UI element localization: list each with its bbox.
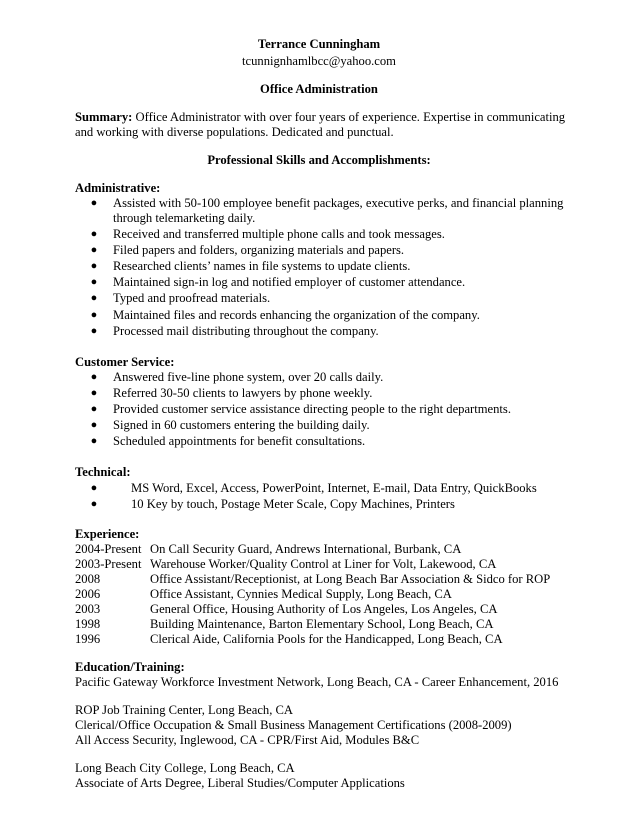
- customer-service-item: Referred 30-50 clients to lawyers by phone weekly.: [113, 386, 373, 400]
- experience-date: 2004-Present: [75, 542, 142, 556]
- experience-date: 2006: [75, 587, 101, 601]
- summary-line-2: and working with diverse populations. Dedicated and punctual.: [75, 125, 394, 139]
- experience-date: 1996: [75, 632, 101, 646]
- customer-service-item: Provided customer service assistance directing people to the right departments.: [113, 402, 511, 416]
- admin-item: Maintained files and records enhancing the organization of the company.: [113, 308, 480, 322]
- bullet-icon: ●: [90, 435, 98, 447]
- experience-heading: Experience:: [75, 527, 140, 541]
- education-line: All Access Security, Inglewood, CA - CPR/First Aid, Modules B&C: [75, 733, 420, 747]
- experience-desc: Clerical Aide, California Pools for the Handicapped, Long Beach, CA: [150, 632, 503, 646]
- skills-heading: Professional Skills and Accomplishments:: [207, 153, 431, 167]
- bullet-icon: ●: [90, 244, 98, 256]
- bullet-icon: ●: [90, 309, 98, 321]
- bullet-icon: ●: [90, 325, 98, 337]
- education-line: Clerical/Office Occupation & Small Business Management Certifications (2008-2009): [75, 718, 512, 732]
- bullet-icon: ●: [90, 292, 98, 304]
- education-line: Long Beach City College, Long Beach, CA: [75, 761, 295, 775]
- education-line: Pacific Gateway Workforce Investment Network, Long Beach, CA - Career Enhancement, 2016: [75, 675, 559, 689]
- bullet-icon: ●: [90, 419, 98, 431]
- technical-item: MS Word, Excel, Access, PowerPoint, Internet, E-mail, Data Entry, QuickBooks: [131, 481, 537, 495]
- admin-item: Received and transferred multiple phone calls and took messages.: [113, 227, 445, 241]
- admin-item: Filed papers and folders, organizing materials and papers.: [113, 243, 405, 257]
- experience-desc: Office Assistant/Receptionist, at Long Beach Bar Association & Sidco for ROP: [150, 572, 551, 586]
- experience-date: 2003: [75, 602, 101, 616]
- objective-title: Office Administration: [260, 82, 378, 96]
- admin-item: Processed mail distributing throughout the company.: [113, 324, 379, 338]
- admin-item: Maintained sign-in log and notified employer of customer attendance.: [113, 275, 466, 289]
- summary-label: Summary:: [75, 110, 133, 124]
- bullet-icon: ●: [90, 498, 98, 510]
- bullet-icon: ●: [90, 403, 98, 415]
- candidate-email: tcunnignhamlbcc@yahoo.com: [242, 54, 396, 68]
- bullet-icon: ●: [90, 276, 98, 288]
- experience-desc: Office Assistant, Cynnies Medical Supply, Long Beach, CA: [150, 587, 452, 601]
- administrative-heading: Administrative:: [75, 181, 161, 195]
- bullet-icon: ●: [90, 197, 98, 209]
- technical-item: 10 Key by touch, Postage Meter Scale, Copy Machines, Printers: [131, 497, 455, 511]
- bullet-icon: ●: [90, 228, 98, 240]
- bullet-icon: ●: [90, 371, 98, 383]
- education-line: Associate of Arts Degree, Liberal Studies/Computer Applications: [75, 776, 405, 790]
- experience-desc: On Call Security Guard, Andrews International, Burbank, CA: [150, 542, 462, 556]
- experience-date: 1998: [75, 617, 101, 631]
- customer-service-item: Answered five-line phone system, over 20 calls daily.: [113, 370, 384, 384]
- customer-service-item: Scheduled appointments for benefit consultations.: [113, 434, 366, 448]
- experience-desc: Building Maintenance, Barton Elementary School, Long Beach, CA: [150, 617, 494, 631]
- admin-item: Typed and proofread materials.: [113, 291, 271, 305]
- education-line: ROP Job Training Center, Long Beach, CA: [75, 703, 294, 717]
- bullet-icon: ●: [90, 387, 98, 399]
- experience-date: 2008: [75, 572, 101, 586]
- admin-item-continued: through telemarketing daily.: [113, 211, 256, 225]
- customer-service-item: Signed in 60 customers entering the building daily.: [113, 418, 370, 432]
- candidate-name: Terrance Cunningham: [257, 37, 381, 51]
- bullet-icon: ●: [90, 260, 98, 272]
- experience-desc: Warehouse Worker/Quality Control at Liner for Volt, Lakewood, CA: [150, 557, 497, 571]
- bullet-icon: ●: [90, 482, 98, 494]
- experience-date: 2003-Present: [75, 557, 142, 571]
- admin-item: Researched clients’ names in file systems to update clients.: [113, 259, 411, 273]
- admin-item: Assisted with 50-100 employee benefit packages, executive perks, and financial planning: [113, 196, 564, 210]
- experience-desc: General Office, Housing Authority of Los Angeles, Los Angeles, CA: [150, 602, 498, 616]
- education-heading: Education/Training:: [75, 660, 185, 674]
- customer-service-heading: Customer Service:: [75, 355, 175, 369]
- summary-line-1: [75, 110, 565, 125]
- technical-heading: Technical:: [75, 465, 131, 479]
- summary-text-1: Office Administrator with over four years of experience. Expertise in communicating: [132, 110, 566, 124]
